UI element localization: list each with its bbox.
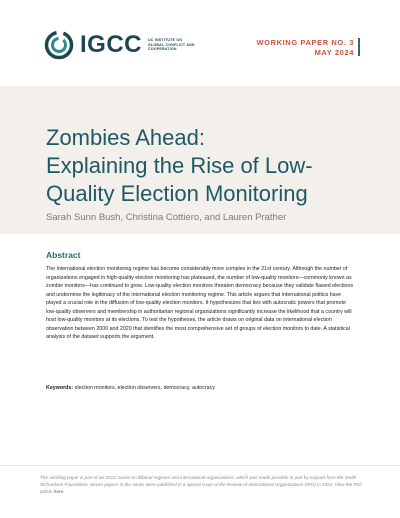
title-line: Quality Election Monitoring (46, 181, 308, 206)
title-line: Explaining the Rise of Low- (46, 153, 313, 178)
authors: Sarah Sunn Bush, Christina Cottiero, and Lauren Prather (46, 212, 287, 223)
keywords-label: Keywords: (46, 385, 74, 391)
document-header (0, 0, 400, 86)
igcc-logo (44, 30, 196, 60)
keywords-list: election monitors, election observers, democracy, autocracy (74, 385, 215, 391)
footer-note-text: This working paper is part of an IGCC series on illiberal regimes and international organizations, which was made possible in part by support from the Smith Richardson Foundation. Seven papers in the series were published in a special issue of the Review of International Organizations (RIO) in 2024. View the RIO article (40, 475, 362, 494)
accent-bar (358, 38, 360, 56)
footer-note (40, 474, 362, 495)
logo-tagline: UC INSTITUTE ON GLOBAL CONFLICT AND COOPERATION (148, 38, 195, 52)
footer-divider (0, 465, 400, 466)
keywords (46, 385, 356, 391)
abstract-heading: Abstract (46, 250, 81, 260)
igcc-logo-mark-icon (44, 30, 74, 60)
abstract-body: The international election monitoring regime has become considerably more complex in the 21st century. Although the number of organizations engaged in high-quality election monitoring has plateaued, the number of low-quality monitors—commonly known as zombie monitors—has continued to grow. Low-quality election monitors threaten democracy because they validate flawed elections and undermine the legitimacy of the international election monitoring regime. This article argues that international politics have played a crucial role in the diffusion of low-quality election monitors. It hypothesizes that ties with autocratic powers that promote low-quality observers and membership in authoritarian regional organizations significantly increase the likelihood that a country will host low-quality monitors at its elections. To test the hypotheses, the article draws on original data on international election observation between 2000 and 2020 that identifies the most comprehensive set of groups of election monitors to date. A statistical analysis of the dataset supports the argument. (46, 266, 354, 340)
paper-info (256, 38, 354, 58)
paper-date: MAY 2024 (314, 48, 354, 57)
rio-article-link[interactable]: here (53, 489, 64, 494)
paper-series: WORKING PAPER NO. 3 (256, 38, 354, 47)
title-line: Zombies Ahead: (46, 125, 205, 150)
logo-wordmark: IGCC (80, 31, 142, 58)
paper-title (46, 124, 366, 208)
